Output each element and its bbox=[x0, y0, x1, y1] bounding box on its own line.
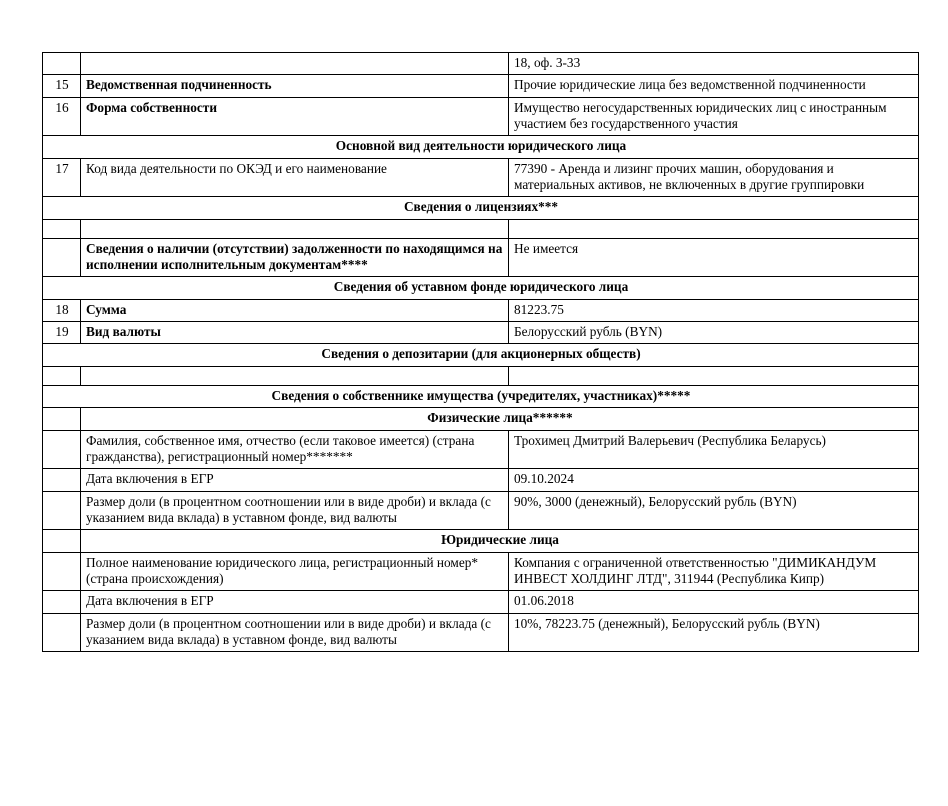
section-row bbox=[43, 385, 919, 407]
row-name: Сумма bbox=[81, 299, 509, 321]
row-name: Размер доли (в процентном соотношении или в виде дроби) и вклада (с указанием вида вклада) в уставном фонде, вид валюты bbox=[81, 491, 509, 530]
row-number: 16 bbox=[43, 97, 81, 136]
row-number bbox=[43, 408, 81, 430]
row-value: Трохимец Дмитрий Валерьевич (Республика Беларусь) bbox=[509, 430, 919, 469]
row-number bbox=[43, 591, 81, 613]
row-number: 19 bbox=[43, 322, 81, 344]
row-number bbox=[43, 469, 81, 491]
row-number bbox=[43, 530, 81, 552]
row-number: 15 bbox=[43, 75, 81, 97]
table-row bbox=[43, 591, 919, 613]
section-row bbox=[43, 530, 919, 552]
section-title: Основной вид деятельности юридического лица bbox=[43, 136, 919, 158]
table-row bbox=[43, 238, 919, 277]
row-value: Прочие юридические лица без ведомственной подчиненности bbox=[509, 75, 919, 97]
row-value: Компания с ограниченной ответственностью "ДИМИКАНДУМ ИНВЕСТ ХОЛДИНГ ЛТД", 311944 (Республика Кипр) bbox=[509, 552, 919, 591]
registry-table-body bbox=[43, 53, 919, 652]
table-row bbox=[43, 469, 919, 491]
section-row bbox=[43, 277, 919, 299]
row-number bbox=[43, 552, 81, 591]
section-title: Сведения о собственнике имущества (учредителях, участниках)***** bbox=[43, 385, 919, 407]
row-name: Форма собственности bbox=[81, 97, 509, 136]
row-value: Белорусский рубль (BYN) bbox=[509, 322, 919, 344]
row-number bbox=[43, 238, 81, 277]
row-name: Дата включения в ЕГР bbox=[81, 469, 509, 491]
row-value: 09.10.2024 bbox=[509, 469, 919, 491]
table-row bbox=[43, 552, 919, 591]
section-title: Сведения об уставном фонде юридического лица bbox=[43, 277, 919, 299]
row-number bbox=[43, 366, 81, 385]
row-number bbox=[43, 491, 81, 530]
table-row bbox=[43, 430, 919, 469]
table-row bbox=[43, 158, 919, 197]
table-row bbox=[43, 53, 919, 75]
row-number bbox=[43, 219, 81, 238]
row-value: Не имеется bbox=[509, 238, 919, 277]
row-value: 81223.75 bbox=[509, 299, 919, 321]
row-name: Вид валюты bbox=[81, 322, 509, 344]
section-row bbox=[43, 408, 919, 430]
table-row bbox=[43, 97, 919, 136]
row-name: Код вида деятельности по ОКЭД и его наименование bbox=[81, 158, 509, 197]
table-row bbox=[43, 491, 919, 530]
row-number bbox=[43, 53, 81, 75]
section-title: Сведения о депозитарии (для акционерных обществ) bbox=[43, 344, 919, 366]
table-row bbox=[43, 322, 919, 344]
row-value: 90%, 3000 (денежный), Белорусский рубль (BYN) bbox=[509, 491, 919, 530]
row-name bbox=[81, 219, 509, 238]
table-row bbox=[43, 75, 919, 97]
table-row bbox=[43, 613, 919, 652]
row-name bbox=[81, 53, 509, 75]
registry-table bbox=[42, 52, 919, 652]
row-number bbox=[43, 613, 81, 652]
row-name: Ведомственная подчиненность bbox=[81, 75, 509, 97]
blank-row bbox=[43, 219, 919, 238]
row-value: 18, оф. 3-33 bbox=[509, 53, 919, 75]
table-row bbox=[43, 299, 919, 321]
row-value: 77390 - Аренда и лизинг прочих машин, оборудования и материальных активов, не включенных в другие группировки bbox=[509, 158, 919, 197]
section-row bbox=[43, 344, 919, 366]
section-title: Юридические лица bbox=[81, 530, 919, 552]
section-title: Сведения о лицензиях*** bbox=[43, 197, 919, 219]
row-name: Сведения о наличии (отсутствии) задолженности по находящимся на исполнении исполнительным документам**** bbox=[81, 238, 509, 277]
section-row bbox=[43, 197, 919, 219]
row-name: Дата включения в ЕГР bbox=[81, 591, 509, 613]
row-name: Фамилия, собственное имя, отчество (если таковое имеется) (страна гражданства), регистрационный номер******* bbox=[81, 430, 509, 469]
section-row bbox=[43, 136, 919, 158]
row-number bbox=[43, 430, 81, 469]
row-value: Имущество негосударственных юридических лиц с иностранным участием без государственного участия bbox=[509, 97, 919, 136]
row-name bbox=[81, 366, 509, 385]
row-value bbox=[509, 366, 919, 385]
row-number: 18 bbox=[43, 299, 81, 321]
blank-row bbox=[43, 366, 919, 385]
row-number: 17 bbox=[43, 158, 81, 197]
row-name: Полное наименование юридического лица, регистрационный номер* (страна происхождения) bbox=[81, 552, 509, 591]
row-value bbox=[509, 219, 919, 238]
row-value: 01.06.2018 bbox=[509, 591, 919, 613]
row-value: 10%, 78223.75 (денежный), Белорусский рубль (BYN) bbox=[509, 613, 919, 652]
section-title: Физические лица****** bbox=[81, 408, 919, 430]
row-name: Размер доли (в процентном соотношении или в виде дроби) и вклада (с указанием вида вклада) в уставном фонде, вид валюты bbox=[81, 613, 509, 652]
